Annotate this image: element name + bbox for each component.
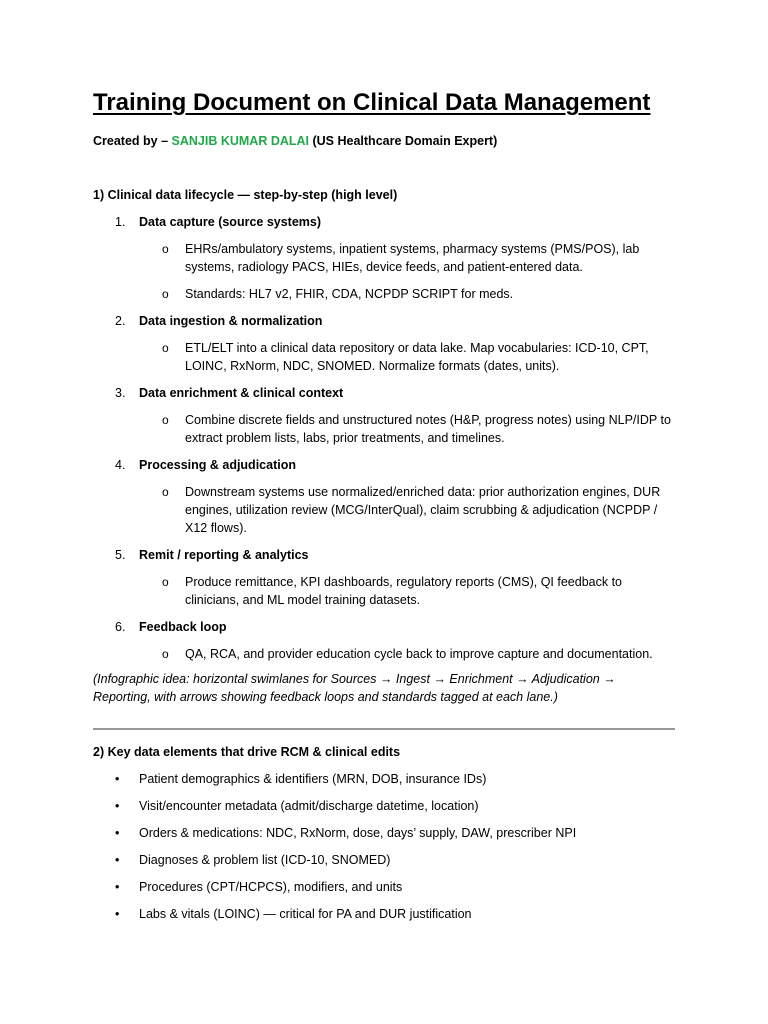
- bullet-icon: •: [115, 907, 120, 921]
- step-title: Feedback loop: [139, 620, 227, 634]
- step-sub-list: [93, 411, 675, 447]
- key-data-element-item: [93, 851, 675, 869]
- hollow-bullet-icon: o: [162, 341, 169, 355]
- step-number: 5.: [115, 548, 126, 562]
- hollow-bullet-icon: o: [162, 242, 169, 256]
- step-number: 4.: [115, 458, 126, 472]
- step-title: Data ingestion & normalization: [139, 314, 323, 328]
- section-2-heading: 2) Key data elements that drive RCM & clinical edits: [93, 745, 401, 759]
- infographic-note: (Infographic idea: horizontal swimlanes for Sources → Ingest → Enrichment → Adjudication → Reporting, with arrows showing feedback loops and standards tagged at each lane.): [93, 672, 616, 704]
- step-number: 2.: [115, 314, 126, 328]
- step-sub-list: [93, 483, 675, 537]
- lifecycle-step: [93, 384, 675, 447]
- byline: [93, 132, 675, 150]
- bullet-icon: •: [115, 772, 120, 786]
- key-data-element-text: Procedures (CPT/HCPCS), modifiers, and units: [139, 880, 403, 894]
- step-sub-item: [93, 645, 675, 663]
- key-data-element-item: [93, 824, 675, 842]
- bullet-icon: •: [115, 853, 120, 867]
- step-title: Processing & adjudication: [139, 458, 296, 472]
- step-sub-item-text: EHRs/ambulatory systems, inpatient systems, pharmacy systems (PMS/POS), lab systems, radiology PACS, HIEs, device feeds, and patient-entered data.: [185, 242, 640, 274]
- document-page: [93, 86, 675, 923]
- hollow-bullet-icon: o: [162, 287, 169, 301]
- step-sub-item: [93, 483, 675, 537]
- step-title: Data enrichment & clinical context: [139, 386, 344, 400]
- step-sub-list: [93, 645, 675, 663]
- step-sub-item-text: QA, RCA, and provider education cycle back to improve capture and documentation.: [185, 647, 653, 661]
- hollow-bullet-icon: o: [162, 575, 169, 589]
- step-sub-item-text: Downstream systems use normalized/enriched data: prior authorization engines, DUR engines, utilization review (MCG/InterQual), claim scrubbing & adjudication (NCPDP / X12 flows).: [185, 485, 661, 535]
- step-title: Data capture (source systems): [139, 215, 322, 229]
- key-data-element-item: [93, 797, 675, 815]
- step-sub-item: [93, 240, 675, 276]
- step-sub-list: [93, 339, 675, 375]
- byline-prefix: Created by –: [93, 134, 172, 148]
- step-sub-list: [93, 573, 675, 609]
- step-number: 1.: [115, 215, 126, 229]
- bullet-icon: •: [115, 880, 120, 894]
- key-data-element-item: [93, 770, 675, 788]
- hollow-bullet-icon: o: [162, 485, 169, 499]
- section-1-heading: 1) Clinical data lifecycle — step-by-step (high level): [93, 188, 398, 202]
- step-sub-item: [93, 573, 675, 609]
- step-sub-item-text: Standards: HL7 v2, FHIR, CDA, NCPDP SCRIPT for meds.: [185, 287, 514, 301]
- lifecycle-step: [93, 618, 675, 663]
- key-data-element-text: Orders & medications: NDC, RxNorm, dose, days’ supply, DAW, prescriber NPI: [139, 826, 577, 840]
- key-data-elements-list: [93, 770, 675, 923]
- lifecycle-step: [93, 546, 675, 609]
- step-title: Remit / reporting & analytics: [139, 548, 309, 562]
- step-number: 6.: [115, 620, 126, 634]
- author-name: SANJIB KUMAR DALAI: [171, 134, 310, 148]
- lifecycle-step: [93, 213, 675, 303]
- lifecycle-step: [93, 312, 675, 375]
- hollow-bullet-icon: o: [162, 413, 169, 427]
- hollow-bullet-icon: o: [162, 647, 169, 661]
- key-data-element-text: Labs & vitals (LOINC) — critical for PA and DUR justification: [139, 907, 472, 921]
- step-sub-item: [93, 339, 675, 375]
- key-data-element-item: [93, 905, 675, 923]
- bullet-icon: •: [115, 799, 120, 813]
- byline-suffix: (US Healthcare Domain Expert): [309, 134, 498, 148]
- step-sub-item-text: Combine discrete fields and unstructured notes (H&P, progress notes) using NLP/IDP to extract problem lists, labs, prior treatments, and timelines.: [185, 413, 671, 445]
- key-data-element-text: Patient demographics & identifiers (MRN, DOB, insurance IDs): [139, 772, 487, 786]
- lifecycle-step: [93, 456, 675, 537]
- document-title: Training Document on Clinical Data Management: [93, 89, 651, 116]
- lifecycle-steps-list: [93, 213, 675, 663]
- step-sub-item-text: Produce remittance, KPI dashboards, regulatory reports (CMS), QI feedback to clinicians, and ML model training datasets.: [185, 575, 623, 607]
- key-data-element-text: Diagnoses & problem list (ICD-10, SNOMED): [139, 853, 391, 867]
- step-number: 3.: [115, 386, 126, 400]
- key-data-element-item: [93, 878, 675, 896]
- step-sub-item-text: ETL/ELT into a clinical data repository or data lake. Map vocabularies: ICD-10, CPT, LOINC, RxNorm, NDC, SNOMED. Normalize formats (dates, units).: [185, 341, 649, 373]
- key-data-element-text: Visit/encounter metadata (admit/discharge datetime, location): [139, 799, 479, 813]
- step-sub-item: [93, 411, 675, 447]
- step-sub-item: [93, 285, 675, 303]
- step-sub-list: [93, 240, 675, 303]
- bullet-icon: •: [115, 826, 120, 840]
- section-divider: [93, 728, 675, 730]
